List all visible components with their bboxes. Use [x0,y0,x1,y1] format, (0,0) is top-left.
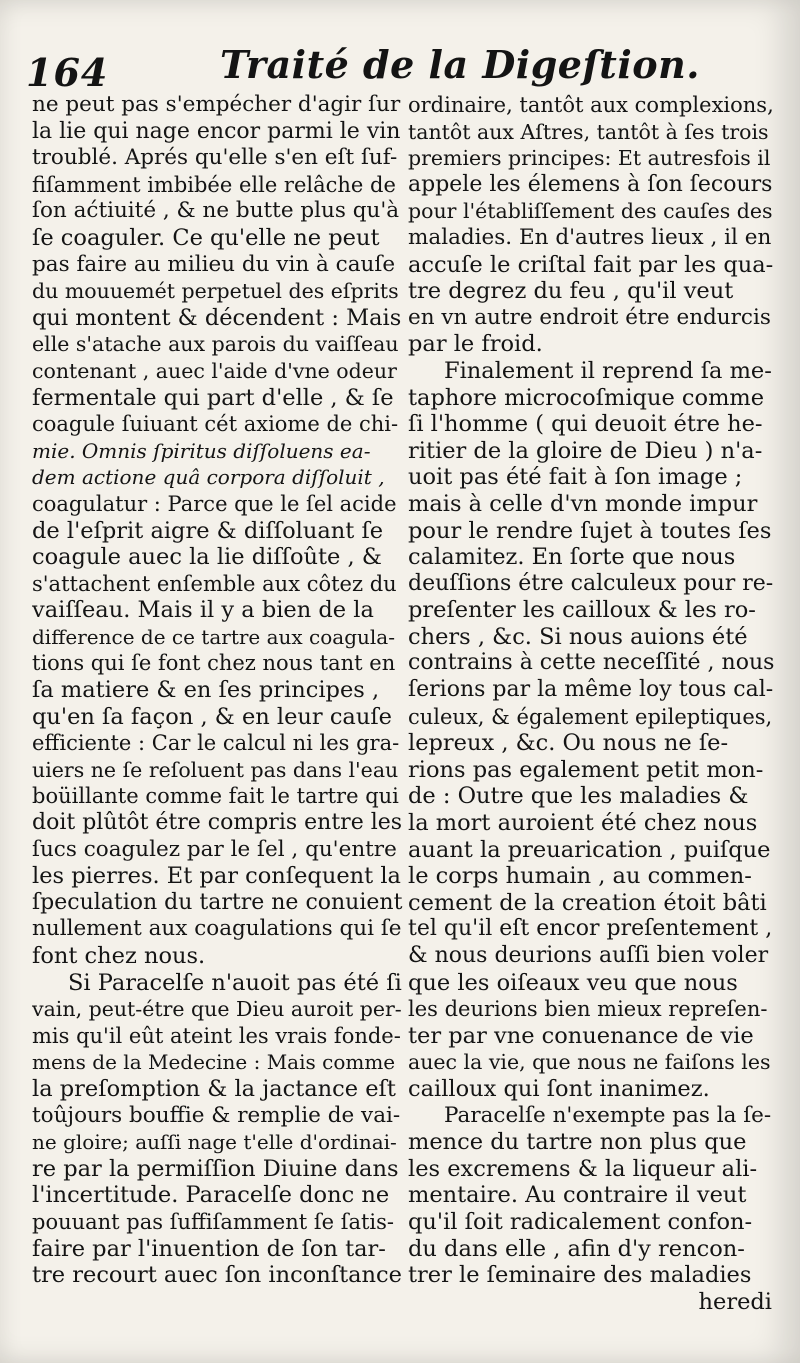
running-head: Traité de la Digeſtion. [220,42,700,87]
text-line: ſerions par la même loy tous cal- [408,677,774,703]
text-line: vain, peut-étre que Dieu auroit per- [32,997,402,1022]
text-line: l'incertitude. Paracelſe donc ne [32,1182,390,1209]
text-line: toûjours bouffie & remplie de vai- [32,1102,401,1128]
text-line: chers , &c. Si nous auions été [408,623,748,650]
text-line: ne peut pas s'empécher d'agir ſur [32,92,401,117]
text-line: troublé. Aprés qu'elle s'en eſt ſuf- [32,145,398,171]
catchword: heredi [698,1288,772,1315]
text-line: doit plûtôt étre compris entre les [32,810,403,836]
text-line: ſi l'homme ( qui deuoit étre he- [408,411,763,438]
text-line: taphore microcoſmique comme [408,384,765,411]
text-line: les deurions bien mieux repreſen- [408,997,768,1022]
text-line: font chez nous. [32,943,206,969]
text-line: ſe coaguler. Ce qu'elle ne peut [32,224,380,251]
text-line: coagulatur : Parce que le ſel acide [32,491,397,516]
text-line: le corps humain , au commen- [408,863,752,890]
text-line: coagule ſuiuant cét axiome de chi- [32,412,399,437]
text-line: fermentale qui part d'elle , & ſe [32,384,394,411]
left-text-column [32,92,404,1289]
text-line: mentaire. Au contraire il veut [408,1182,747,1209]
text-line: tre degrez du feu , qu'il veut [408,278,734,305]
text-line: uiers ne ſe reſoluent pas dans l'eau [32,757,399,782]
text-line: les excremens & la liqueur ali- [408,1155,758,1182]
text-line: contrains à cette neceſſité , nous [408,650,775,676]
text-line: elle s'atache aux parois du vaiſſeau [32,332,399,357]
text-line: de l'eſprit aigre & diſſoluant ſe [32,517,384,544]
text-line: pour l'établiſſement des cauſes des [408,199,773,224]
text-line: ſa matiere & en ſes principes , [32,677,380,704]
right-text-column [408,92,776,1315]
text-line: qu'en ſa façon , & en leur cauſe [32,703,392,730]
text-line: & nous deurions auſſi bien voler [408,943,769,968]
text-line: tre recourt auec ſon inconſtance [32,1262,402,1289]
text-line: lepreux , &c. Ou nous ne ſe- [408,730,729,757]
text-line: mais à celle d'vn monde impur [408,490,758,517]
text-line: rions pas egalement petit mon- [408,756,764,783]
text-line: ter par vne conuenance de vie [408,1022,754,1049]
text-line: ritier de la gloire de Dieu ) n'a- [408,437,763,464]
text-line: trer le ſeminaire des maladies [408,1262,752,1289]
text-line: ne gloire; auſſi nage t'elle d'ordinai- [32,1130,397,1155]
text-line: Paracelſe n'exempte pas la ſe- [444,1102,772,1128]
text-line: tel qu'il eſt encor preſentement , [408,916,773,942]
text-line: que les oiſeaux veu que nous [408,969,738,996]
text-line: ſpeculation du tartre ne conuient [32,889,403,915]
text-line: s'attachent enſemble aux côtez du [32,571,397,596]
text-line: re par la permiſſion Diuine dans [32,1155,399,1182]
text-line: premiers principes: Et autresfois il [408,146,771,171]
text-line: auec la vie, que nous ne faiſons les [408,1050,771,1075]
text-line: boüillante comme fait le tartre qui [32,784,399,809]
text-line: efficiente : Car le calcul ni les gra- [32,731,400,756]
text-line: dem actione quâ corpora diſſoluit , [32,465,385,490]
text-line: coagule auec la lie diſſoûte , & [32,544,382,571]
text-line: en vn autre endroit étre endurcis [408,304,771,330]
text-line: appele les élemens à ſon ſecours [408,171,773,197]
text-line: deuſſions étre calculeux pour re- [408,570,774,596]
text-line: uoit pas été fait à ſon image ; [408,464,743,491]
text-line: contenant , auec l'aide d'vne odeur [32,358,397,383]
text-line: cement de la creation étoit bâti [408,889,767,916]
text-line: fiſamment imbibée elle relâche de [32,172,396,197]
text-line: Finalement il reprend ſa me- [444,357,772,384]
text-line: preſenter les cailloux & les ro- [408,597,756,624]
text-line: tantôt aux Aſtres, tantôt à ſes trois [408,119,769,144]
text-line: vaiſſeau. Mais il y a bien de la [32,597,374,624]
text-line: difference de ce tartre aux coagula- [32,624,395,649]
text-line: pas faire au milieu du vin à cauſe [32,251,396,277]
text-line: calamitez. En ſorte que nous [408,544,736,571]
text-line: ordinaire, tantôt aux complexions, [408,93,774,117]
text-line: nullement aux coagulations qui ſe [32,916,402,942]
text-line: ſucs coagulez par le ſel , qu'entre [32,836,397,862]
text-line: pour le rendre ſujet à toutes ſes [408,517,772,544]
text-line: cailloux qui ſont inanimez. [408,1075,710,1102]
text-line: du mouuemét perpetuel des eſprits [32,279,399,304]
text-line: mens de la Medecine : Mais comme [32,1050,396,1075]
text-line: accuſe le criſtal fait par les qua- [408,251,774,278]
text-line: du dans elle , afin d'y rencon- [408,1235,745,1262]
page-number: 164 [26,50,109,95]
text-line: faire par l'inuention de ſon tar- [32,1235,386,1262]
text-line: mie. Omnis ſpiritus diſſoluens ea- [32,438,371,463]
text-line: la mort auroient été chez nous [408,810,758,837]
text-line: culeux, & également epileptiques, [408,704,773,729]
text-line: la preſomption & la jactance eſt [32,1075,396,1102]
text-line: pouuant pas ſuffiſamment ſe ſatis- [32,1209,395,1234]
text-line: mence du tartre non plus que [408,1129,747,1156]
text-line: de : Outre que les maladies & [408,783,749,810]
text-line: ſon aćtiuité , & ne butte plus qu'à [32,198,400,224]
text-line: par le froid. [408,331,543,358]
text-line: tions qui ſe font chez nous tant en [32,651,396,676]
text-line: qu'il ſoit radicalement confon- [408,1208,753,1235]
text-line: auant la preuarication , puiſque [408,836,771,863]
text-line: qui montent & décendent : Mais [32,304,402,331]
text-line: la lie qui nage encor parmi le vin [32,118,401,144]
text-line: mis qu'il eût ateint les vrais fonde- [32,1023,401,1048]
text-line: Si Paracelſe n'auoit pas été ſi [68,969,402,996]
text-line: les pierres. Et par conſequent la [32,863,401,890]
text-line: maladies. En d'autres lieux , il en [408,224,772,250]
